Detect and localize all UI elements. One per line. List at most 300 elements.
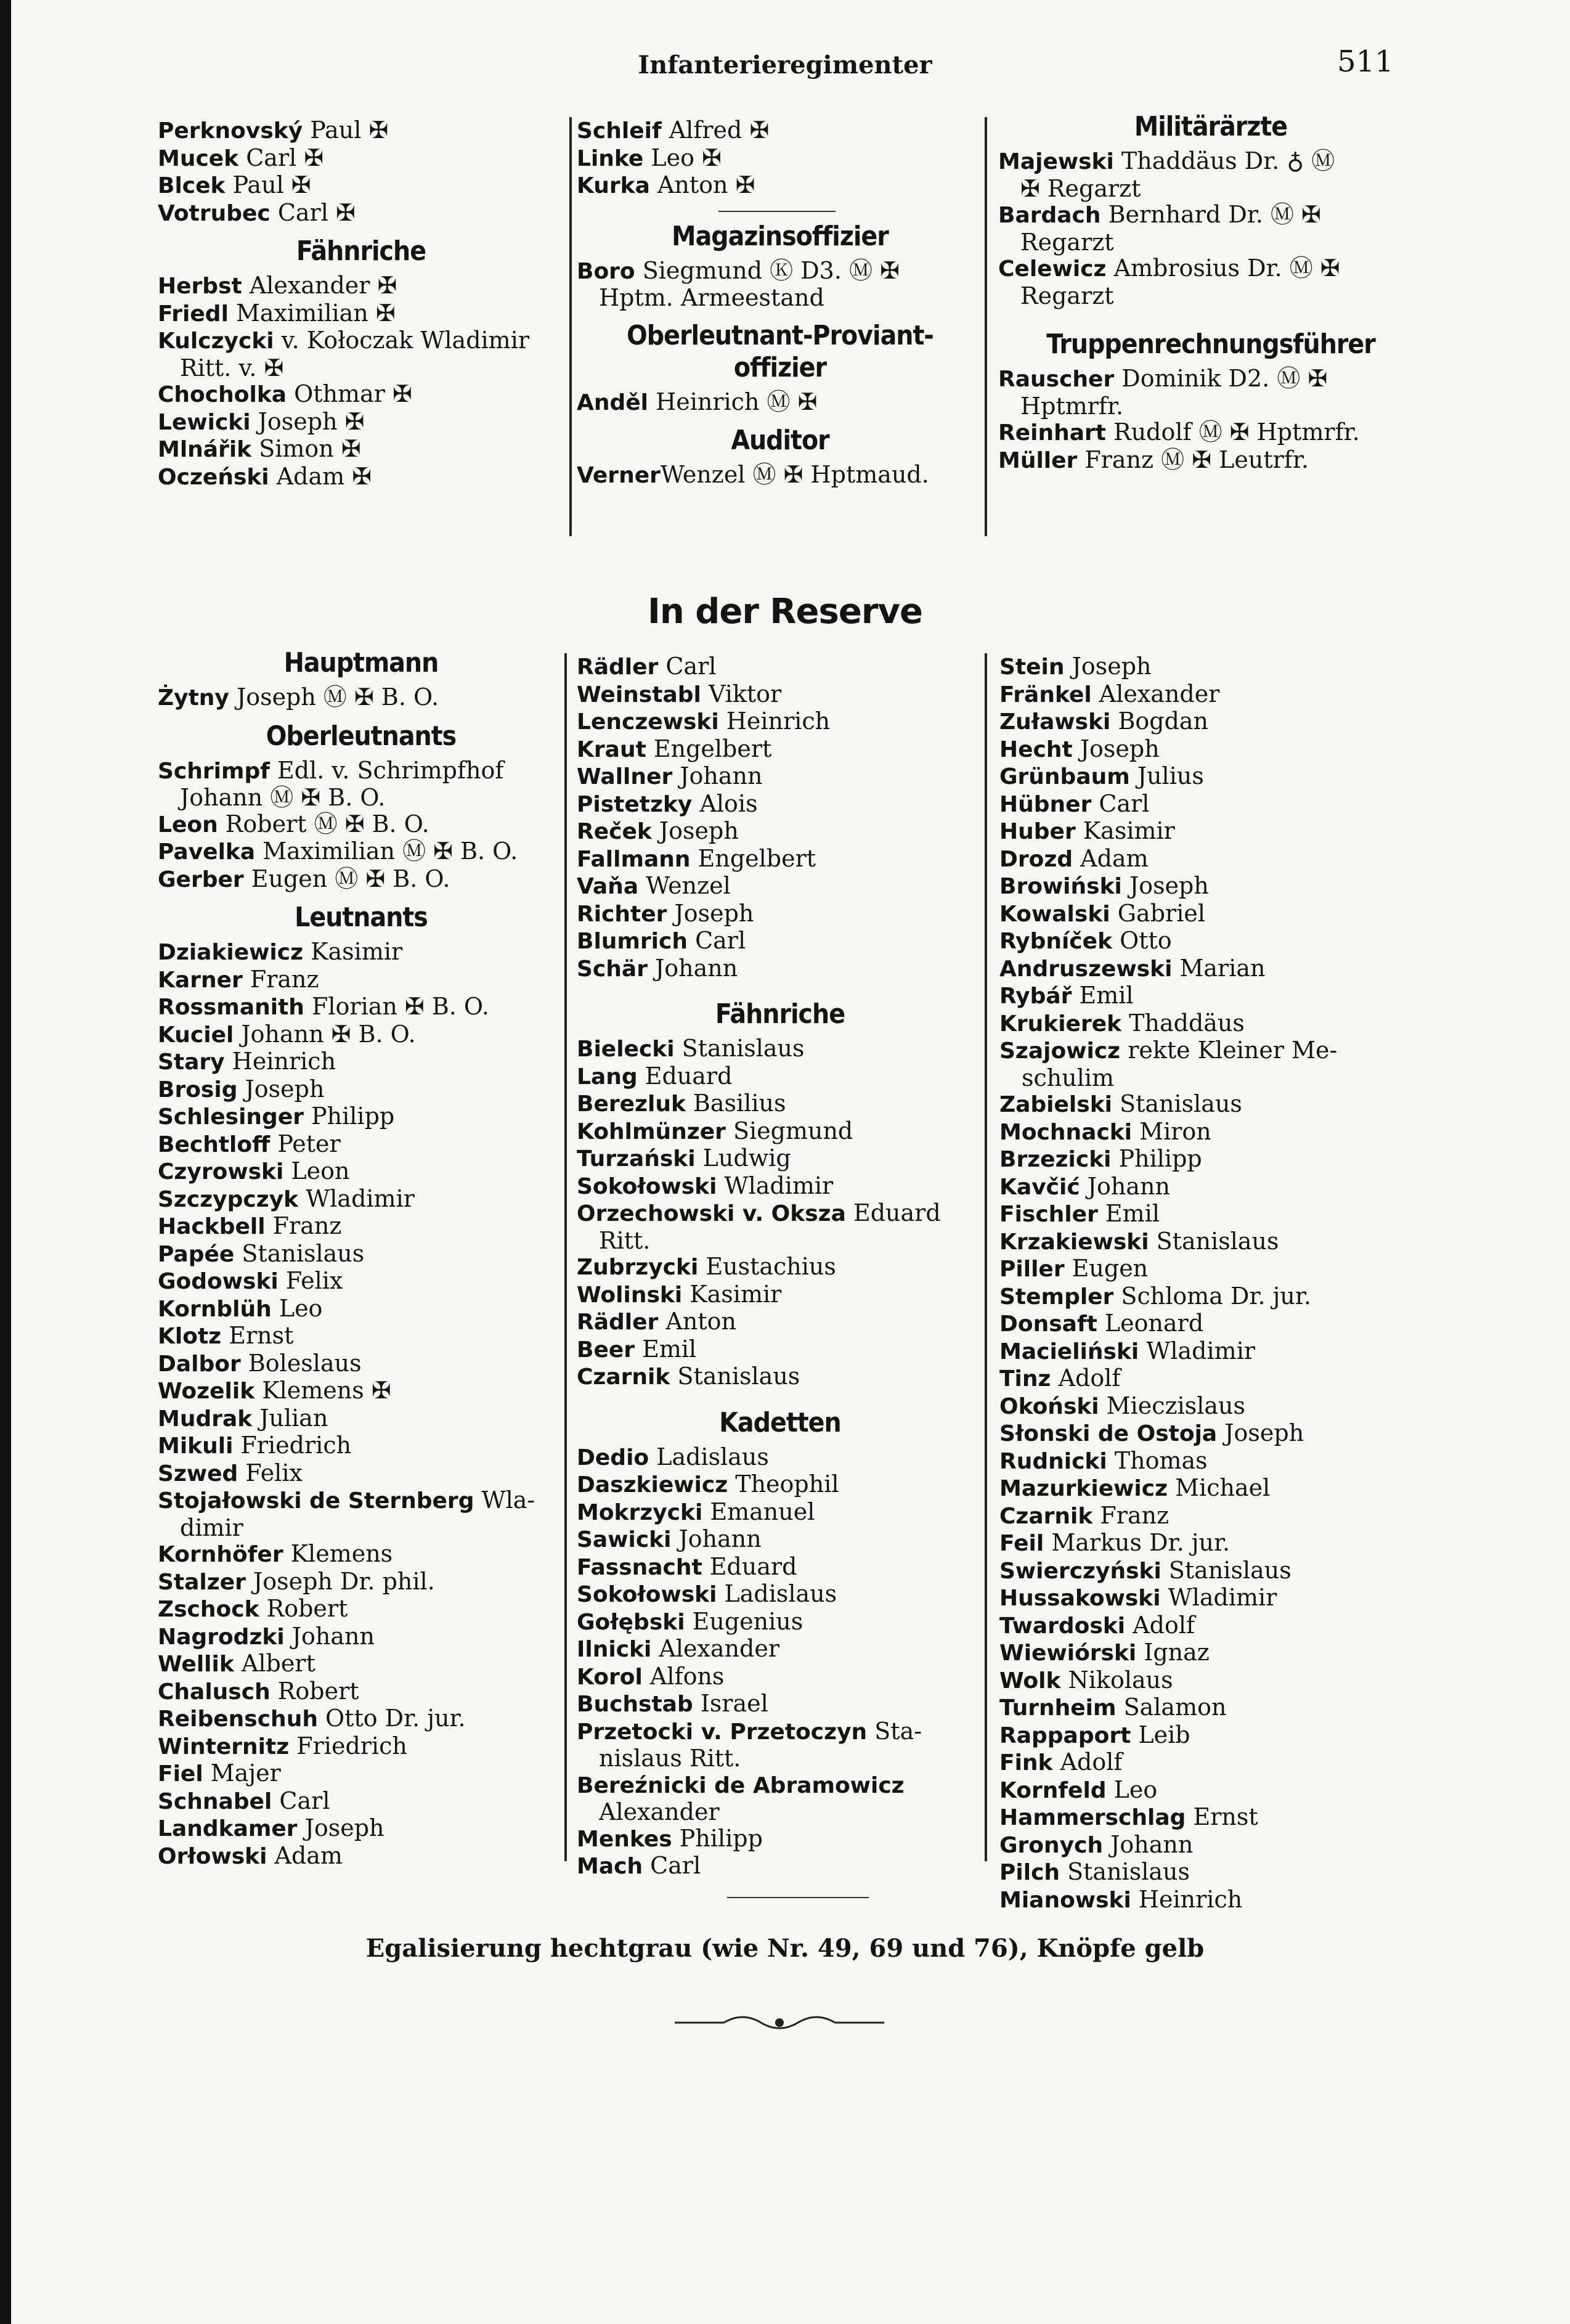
officer-entry [999,1338,1425,1366]
entry-detail: Ignaz [1136,1639,1210,1666]
surname: Sawicki [577,1527,672,1552]
surname: Zschock [158,1597,259,1622]
surname: Nagrodzki [158,1624,285,1650]
surname: Mach [577,1854,643,1879]
surname: Ilnicki [577,1637,652,1662]
surname: Orłowski [158,1843,267,1869]
entry-continuation [158,1515,564,1541]
surname: Rappaport [999,1723,1131,1748]
aerzte-list [998,148,1423,309]
officer-entry [998,365,1423,393]
surname: Donsaft [999,1311,1097,1337]
surname: Rauscher [998,367,1115,392]
entry-detail: Alois [692,789,758,817]
entry-detail: Eugen [1064,1255,1149,1282]
surname: Gronych [999,1832,1104,1858]
surname: Czyrowski [158,1159,284,1184]
officer-entry [999,1502,1425,1530]
entry-detail: Ladislaus [649,1443,769,1470]
section-heading-leutnants: Leutnants [295,902,428,933]
entry-detail: Salamon [1116,1694,1227,1721]
entry-detail: Joseph [651,817,739,844]
surname: Lenczewski [577,709,719,735]
surname: Kraut [577,736,646,762]
surname: Słonski de Ostoja [999,1421,1218,1446]
surname: Pilch [999,1860,1060,1885]
officer-entry [999,982,1425,1010]
surname: Hecht [999,736,1073,762]
entry-detail: Alexander [651,1635,780,1662]
entry-detail: Philipp [672,1824,763,1852]
entry-detail: Adam [1073,844,1149,872]
entry-detail: Franz [242,965,319,993]
surname: Godowski [158,1269,279,1294]
entry-detail: Engelbert [646,735,772,762]
surname: Hackbell [158,1214,266,1239]
entry-continuation [999,1065,1425,1091]
entry-detail: Wla- [474,1486,535,1514]
section-heading-faehnriche: Fähnriche [296,235,426,267]
officer-entry [999,708,1425,736]
entry-detail: Edl. v. Schrimpfhof [269,756,504,784]
officer-entry [158,145,564,173]
leutnants-list [158,939,564,1870]
officer-entry [158,300,564,328]
entry-continuation [577,1228,983,1254]
surname: Stary [158,1050,225,1075]
entry-detail: Johann [1103,1830,1194,1858]
officer-entry [577,708,983,736]
entry-detail: Johann [1080,1172,1170,1200]
entry-detail: Leo [271,1294,323,1322]
officer-entry [577,117,983,145]
entry-detail: Joseph [237,1075,325,1103]
entry-detail: Johann Ⓜ ✠ B. O. [180,784,386,811]
entry-detail: Friedrich [289,1732,407,1759]
surname: Mucek [158,145,239,171]
officer-entry [158,1460,564,1488]
surname: Sokołowski [577,1582,717,1607]
officer-entry [577,462,983,489]
officer-entry [998,202,1423,229]
entry-detail: Otto [1112,927,1172,954]
entry-detail: Simon ✠ [251,435,361,462]
surname: Fränkel [999,682,1092,707]
surname: Landkamer [158,1816,298,1841]
officer-entry [158,939,564,966]
entry-detail: Carl ✠ [270,198,356,226]
entry-detail: Robert [270,1677,359,1705]
entry-detail: Johann ✠ B. O. [234,1020,416,1048]
entry-detail: Bernhard Dr. Ⓜ ✠ [1100,201,1321,228]
column-divider [564,653,567,1861]
officer-entry [158,1623,564,1651]
entry-detail: Emanuel [702,1498,815,1525]
entry-detail: Julius [1129,762,1204,789]
surname: Rybář [999,984,1072,1009]
surname: Friedl [158,301,229,327]
officer-entry [999,1420,1425,1448]
surname: Zabielski [999,1092,1112,1117]
surname: Rädler [577,1310,659,1335]
entry-detail: Kasimir [1075,817,1175,844]
surname: Menkes [577,1826,672,1852]
entry-detail: Ernst [221,1322,294,1349]
surname: Kornblüh [158,1296,272,1322]
officer-entry [577,1308,983,1336]
officer-entry [577,1636,983,1663]
surname: Weinstabl [577,682,701,707]
officer-list [158,117,564,227]
entry-detail: Miron [1132,1117,1211,1145]
surname: Zuławski [999,709,1111,735]
officer-entry [999,873,1425,900]
officer-entry [158,1788,564,1816]
surname: Beer [577,1337,635,1363]
officer-entry [577,258,983,285]
officer-entry [577,1281,983,1309]
officer-entry [999,791,1425,818]
section-heading-auditor: Auditor [731,425,829,456]
surname: Dalbor [158,1351,241,1377]
surname: Müller [998,447,1078,473]
surname: Bechtloff [158,1131,270,1157]
entry-detail: Ernst [1186,1803,1258,1830]
entry-continuation [577,1799,983,1825]
entry-detail: Anton ✠ [649,171,755,198]
entry-continuation [577,285,983,311]
surname: Bardach [998,203,1101,228]
entry-detail: Regarzt [1020,282,1114,309]
entry-detail: Gabriel [1110,899,1205,927]
officer-entry [999,1448,1425,1475]
ornament-icon [675,2010,884,2035]
officer-entry [577,1200,983,1228]
surname: Hammerschlag [999,1805,1186,1830]
officer-entry [577,1772,983,1800]
officer-entry [158,1405,564,1433]
officer-entry [158,966,564,994]
entry-detail: Paul ✠ [303,116,389,144]
officer-entry [158,1158,564,1186]
entry-detail: Stanislaus [1060,1858,1190,1885]
officer-entry [577,736,983,764]
officer-entry [158,1541,564,1568]
entry-detail: Hptmrfr. [1020,392,1124,420]
scan-left-edge [0,0,11,2324]
officer-entry [999,1612,1425,1640]
officer-entry [577,1090,983,1118]
surname: Mikuli [158,1433,234,1459]
entry-detail: Heinrich [718,707,831,735]
entry-detail: Wenzel [638,872,731,899]
entry-detail: Stanislaus [670,1363,800,1390]
officer-entry [999,1886,1425,1914]
surname: Daszkiewicz [577,1472,728,1498]
officer-entry [158,1021,564,1049]
officer-entry [577,1336,983,1364]
surname: Mochnacki [999,1119,1133,1145]
officer-entry [998,255,1423,283]
surname: Kornfeld [999,1777,1107,1803]
entry-detail: Engelbert [690,844,816,872]
reserve-list [577,653,983,982]
officer-entry [577,955,983,983]
surname: Mudrak [158,1406,253,1432]
entry-continuation [158,785,564,811]
surname: Krzakiewski [999,1229,1149,1255]
surname: Zubrzycki [577,1255,699,1280]
officer-entry [999,1777,1425,1804]
entry-detail: Paul ✠ [225,171,311,198]
entry-detail: Wladimir [298,1184,415,1212]
column-divider [985,653,987,1861]
entry-detail: Emil [1072,982,1134,1009]
section-heading-militaeraerzte: Militärärzte [1134,111,1288,142]
officer-entry [577,1035,983,1063]
entry-detail: Eduard [637,1062,733,1090]
surname: Vaňa [577,874,639,899]
top-column-1 [158,117,564,491]
entry-detail: Joseph [1121,872,1209,899]
surname: Majewski [998,149,1114,174]
kadetten-list [577,1444,983,1880]
officer-entry [577,1363,983,1391]
entry-detail: Markus Dr. jur. [1044,1529,1230,1556]
reserve-heading: In der Reserve [648,592,922,632]
officer-entry [999,736,1425,764]
surname: Wolk [999,1668,1061,1694]
surname: Kavčić [999,1174,1080,1200]
entry-detail: nislaus Ritt. [599,1745,741,1772]
entry-detail: Alexander ✠ [242,272,397,299]
column-divider [985,117,987,536]
officer-entry [158,1705,564,1733]
officer-entry [999,1639,1425,1667]
officer-entry [158,1241,564,1268]
entry-detail: Franz [1092,1501,1169,1529]
entry-continuation [998,229,1423,256]
entry-detail: Heinrich Ⓜ ✠ [648,388,818,415]
entry-detail: Florian ✠ B. O. [304,993,489,1020]
surname: Boro [577,258,635,284]
entry-detail: Nikolaus [1060,1666,1173,1694]
surname: Szajowicz [999,1038,1121,1064]
surname: Brzezicki [999,1147,1112,1172]
section-heading-oberleutnants: Oberleutnants [266,720,457,752]
officer-entry [998,419,1423,447]
entry-detail: dimir [180,1514,243,1541]
entry-detail: Mieczislaus [1099,1392,1246,1419]
surname: Winternitz [158,1734,290,1759]
officer-entry [577,145,983,173]
surname: Dziakiewicz [158,940,304,965]
officer-entry [158,1103,564,1131]
surname: Leon [158,812,218,838]
entry-detail: Stanislaus [674,1035,805,1062]
entry-detail: Emil [635,1335,697,1363]
surname: Chocholka [158,382,287,407]
officer-entry [577,1718,983,1746]
officer-entry [999,1091,1425,1119]
entry-detail: Wladimir [1160,1584,1277,1611]
surname: Żytny [158,685,229,711]
surname: Mokrzycki [577,1499,703,1525]
officer-entry [999,1119,1425,1146]
entry-detail: Wladimir [717,1172,834,1199]
entry-detail: Carl [687,927,746,954]
entry-detail: Klemens [283,1540,393,1567]
entry-detail: Alexander [1091,680,1220,707]
officer-entry [999,763,1425,791]
entry-detail: Julian [252,1404,328,1432]
section-heading-proviant-1: Oberleutnant-Proviant- [627,319,933,351]
surname: Anděl [577,389,649,415]
officer-entry [158,436,564,463]
surname: Fink [999,1750,1053,1776]
officer-entry [999,955,1425,983]
surname: Czarnik [577,1364,670,1390]
truppen-list [998,365,1423,474]
officer-entry [999,1283,1425,1311]
surname: Kohlmünzer [577,1119,726,1144]
entry-detail: Emil [1097,1200,1160,1227]
officer-entry [158,381,564,409]
surname: Fallmann [577,846,691,872]
officer-entry [999,1694,1425,1722]
surname: Blcek [158,173,226,198]
entry-detail: Rudolf Ⓜ ✠ Hptmrfr. [1106,418,1360,446]
entry-detail: Thaddäus [1121,1009,1245,1037]
officer-entry [998,447,1423,475]
officer-entry [158,200,564,227]
surname: Turzański [577,1146,696,1172]
officer-entry [999,1722,1425,1750]
magazin-list [577,258,983,311]
surname: Verner [577,463,661,488]
entry-detail: Alexander [599,1798,720,1825]
entry-detail: Anton [658,1308,736,1335]
officer-entry [577,928,983,955]
officer-entry [999,1365,1425,1393]
surname: Bielecki [577,1037,675,1062]
surname: Grünbaum [999,764,1130,789]
officer-entry [158,327,564,355]
officer-entry [999,1228,1425,1256]
surname: Rybníček [999,929,1113,954]
surname: Gerber [158,866,244,892]
surname: Wellik [158,1652,234,1677]
officer-entry [999,818,1425,846]
entry-detail: Philipp [1111,1145,1202,1172]
entry-detail: Schloma Dr. jur. [1113,1282,1311,1310]
footer-rule [727,1897,869,1898]
entry-detail: Adam ✠ [269,462,372,490]
surname: Stojałowski de Sternberg [158,1488,474,1514]
entry-detail: Felix [238,1459,303,1486]
officer-entry [158,1568,564,1596]
entry-detail: Eduard [702,1552,797,1580]
entry-detail: Carl [643,1852,701,1879]
officer-entry [577,1173,983,1201]
surname: Schlesinger [158,1104,304,1130]
surname: Schleif [577,118,662,144]
entry-detail: Carl [272,1787,330,1814]
surname: Karner [158,967,243,993]
entry-detail: Adam [267,1841,343,1869]
officer-entry [158,1295,564,1323]
entry-detail: Ambrosius Dr. Ⓜ ✠ [1106,255,1340,282]
surname: Votrubec [158,200,270,226]
entry-detail: Ladislaus [717,1580,837,1607]
entry-detail: Basilius [685,1090,786,1117]
surname: Mazurkiewicz [999,1476,1168,1501]
entry-detail: Bogdan [1110,707,1209,735]
officer-entry [999,1667,1425,1695]
entry-detail: Robert [259,1595,348,1622]
footer-note: Egalisierung hechtgrau (wie Nr. 49, 69 und 76), Knöpfe gelb [365,1934,1205,1963]
surname: Browiński [999,874,1122,899]
entry-detail: Eugenius [685,1607,803,1635]
officer-entry [158,1487,564,1515]
officer-entry [158,1733,564,1761]
officer-entry [999,1146,1425,1173]
entry-detail: Majer [203,1759,281,1787]
entry-detail: Franz [265,1212,342,1239]
surname: Kurka [577,173,650,198]
officer-entry [999,653,1425,681]
entry-detail: Stanislaus [1112,1090,1242,1117]
reserve-column-2 [577,653,983,1880]
officer-entry [577,791,983,818]
officer-entry [158,1377,564,1405]
entry-detail: Viktor [701,680,782,707]
officer-entry [158,272,564,300]
officer-entry [158,1760,564,1788]
surname: Linke [577,145,644,171]
officer-entry [577,1145,983,1173]
officer-entry [577,846,983,873]
surname: Rossmanith [158,995,304,1020]
entry-detail: Maximilian ✠ [228,299,396,327]
entry-detail: Sta- [867,1717,922,1745]
entry-detail: Siegmund [725,1117,853,1144]
officer-entry [577,1853,983,1880]
officer-entry [999,1010,1425,1038]
officer-entry [158,409,564,436]
officer-entry [577,873,983,900]
hauptmann-list [158,684,564,712]
surname: Lewicki [158,409,251,435]
entry-detail: Joseph ✠ [250,407,365,435]
surname: Stalzer [158,1569,246,1595]
officer-entry [158,1650,564,1678]
surname: Krukierek [999,1011,1122,1037]
surname: Reibenschuh [158,1706,318,1732]
entry-detail: Johann [672,762,763,789]
officer-entry [158,811,564,839]
officer-entry [577,1608,983,1636]
officer-entry [577,1690,983,1718]
surname: Berezluk [577,1091,686,1117]
entry-continuation [158,355,564,381]
officer-entry [158,1048,564,1076]
surname: Oczeński [158,464,269,490]
entry-detail: Klemens ✠ [254,1377,391,1404]
officer-entry [158,1323,564,1350]
surname: Reček [577,819,652,844]
officer-entry [577,389,983,417]
